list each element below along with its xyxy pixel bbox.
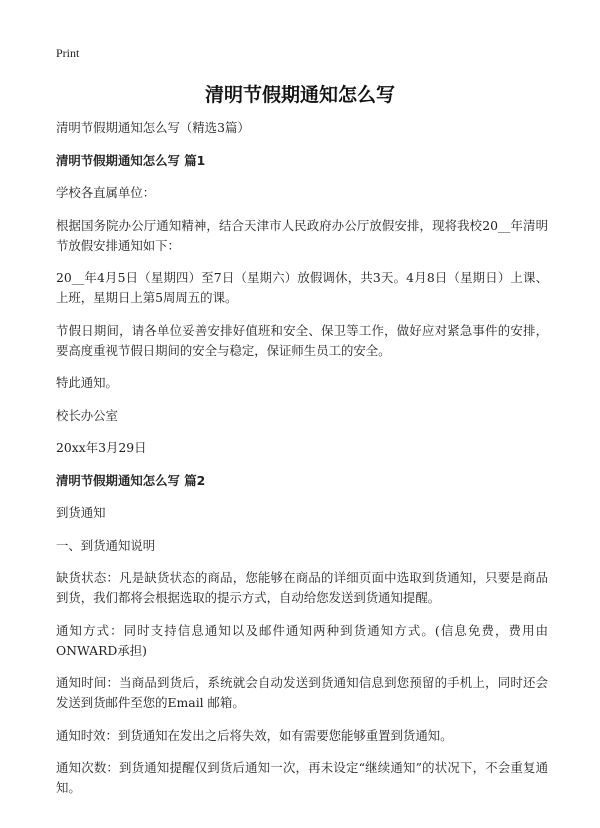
paragraph: 通知时效：到货通知在发出之后将失效，如有需要您能够重置到货通知。 xyxy=(56,727,453,743)
paragraph: 清明节假期通知怎么写（精选3篇） xyxy=(56,120,250,135)
print-link[interactable]: Print xyxy=(56,46,80,60)
paragraph: 节假日期间，请各单位妥善安排好值班和安全、保卫等工作，做好应对紧急事件的安排，要高度重视节假日期间的安全与稳定，保证师生员工的安全。 xyxy=(56,322,548,358)
paragraph: 根据国务院办公厅通知精神，结合天津市人民政府办公厅放假安排，现将我校20__年清明节放假安排通知如下： xyxy=(56,217,548,253)
paragraph: 到货通知 xyxy=(56,505,106,520)
paragraph: 学校各直属单位： xyxy=(56,185,156,200)
paragraph: 校长办公室 xyxy=(56,407,118,423)
section-heading: 清明节假期通知怎么写 篇2 xyxy=(56,472,206,488)
paragraph: 缺货状态：凡是缺货状态的商品，您能够在商品的详细页面中选取到货通知，只要是商品到货，我们都将会根据选取的提示方式，自动给您发送到货通知提醒。 xyxy=(56,570,548,605)
document-body xyxy=(56,118,548,811)
paragraph: 通知次数：到货通知提醒仅到货后通知一次，再未设定“继续通知”的状况下，不会重复通知。 xyxy=(56,760,548,795)
section-heading: 清明节假期通知怎么写 篇1 xyxy=(56,152,206,168)
page-title: 清明节假期通知怎么写 xyxy=(204,84,395,106)
paragraph: 20__年4月5日（星期四）至7日（星期六）放假调休，共3天。4月8日（星期日）上课、上班，星期日上第5周周五的课。 xyxy=(56,270,548,305)
paragraph: 20xx年3月29日 xyxy=(56,440,147,455)
paragraph: 特此通知。 xyxy=(56,375,118,390)
paragraph: 通知方式：同时支持信息通知以及邮件通知两种到货通知方式。(信息免费，费用由ONWARD承担) xyxy=(56,622,548,658)
paragraph: 通知时间：当商品到货后，系统就会自动发送到货通知信息到您预留的手机上，同时还会发送到货邮件至您的Email 邮箱。 xyxy=(56,675,548,710)
paragraph: 一、到货通知说明 xyxy=(56,537,156,553)
